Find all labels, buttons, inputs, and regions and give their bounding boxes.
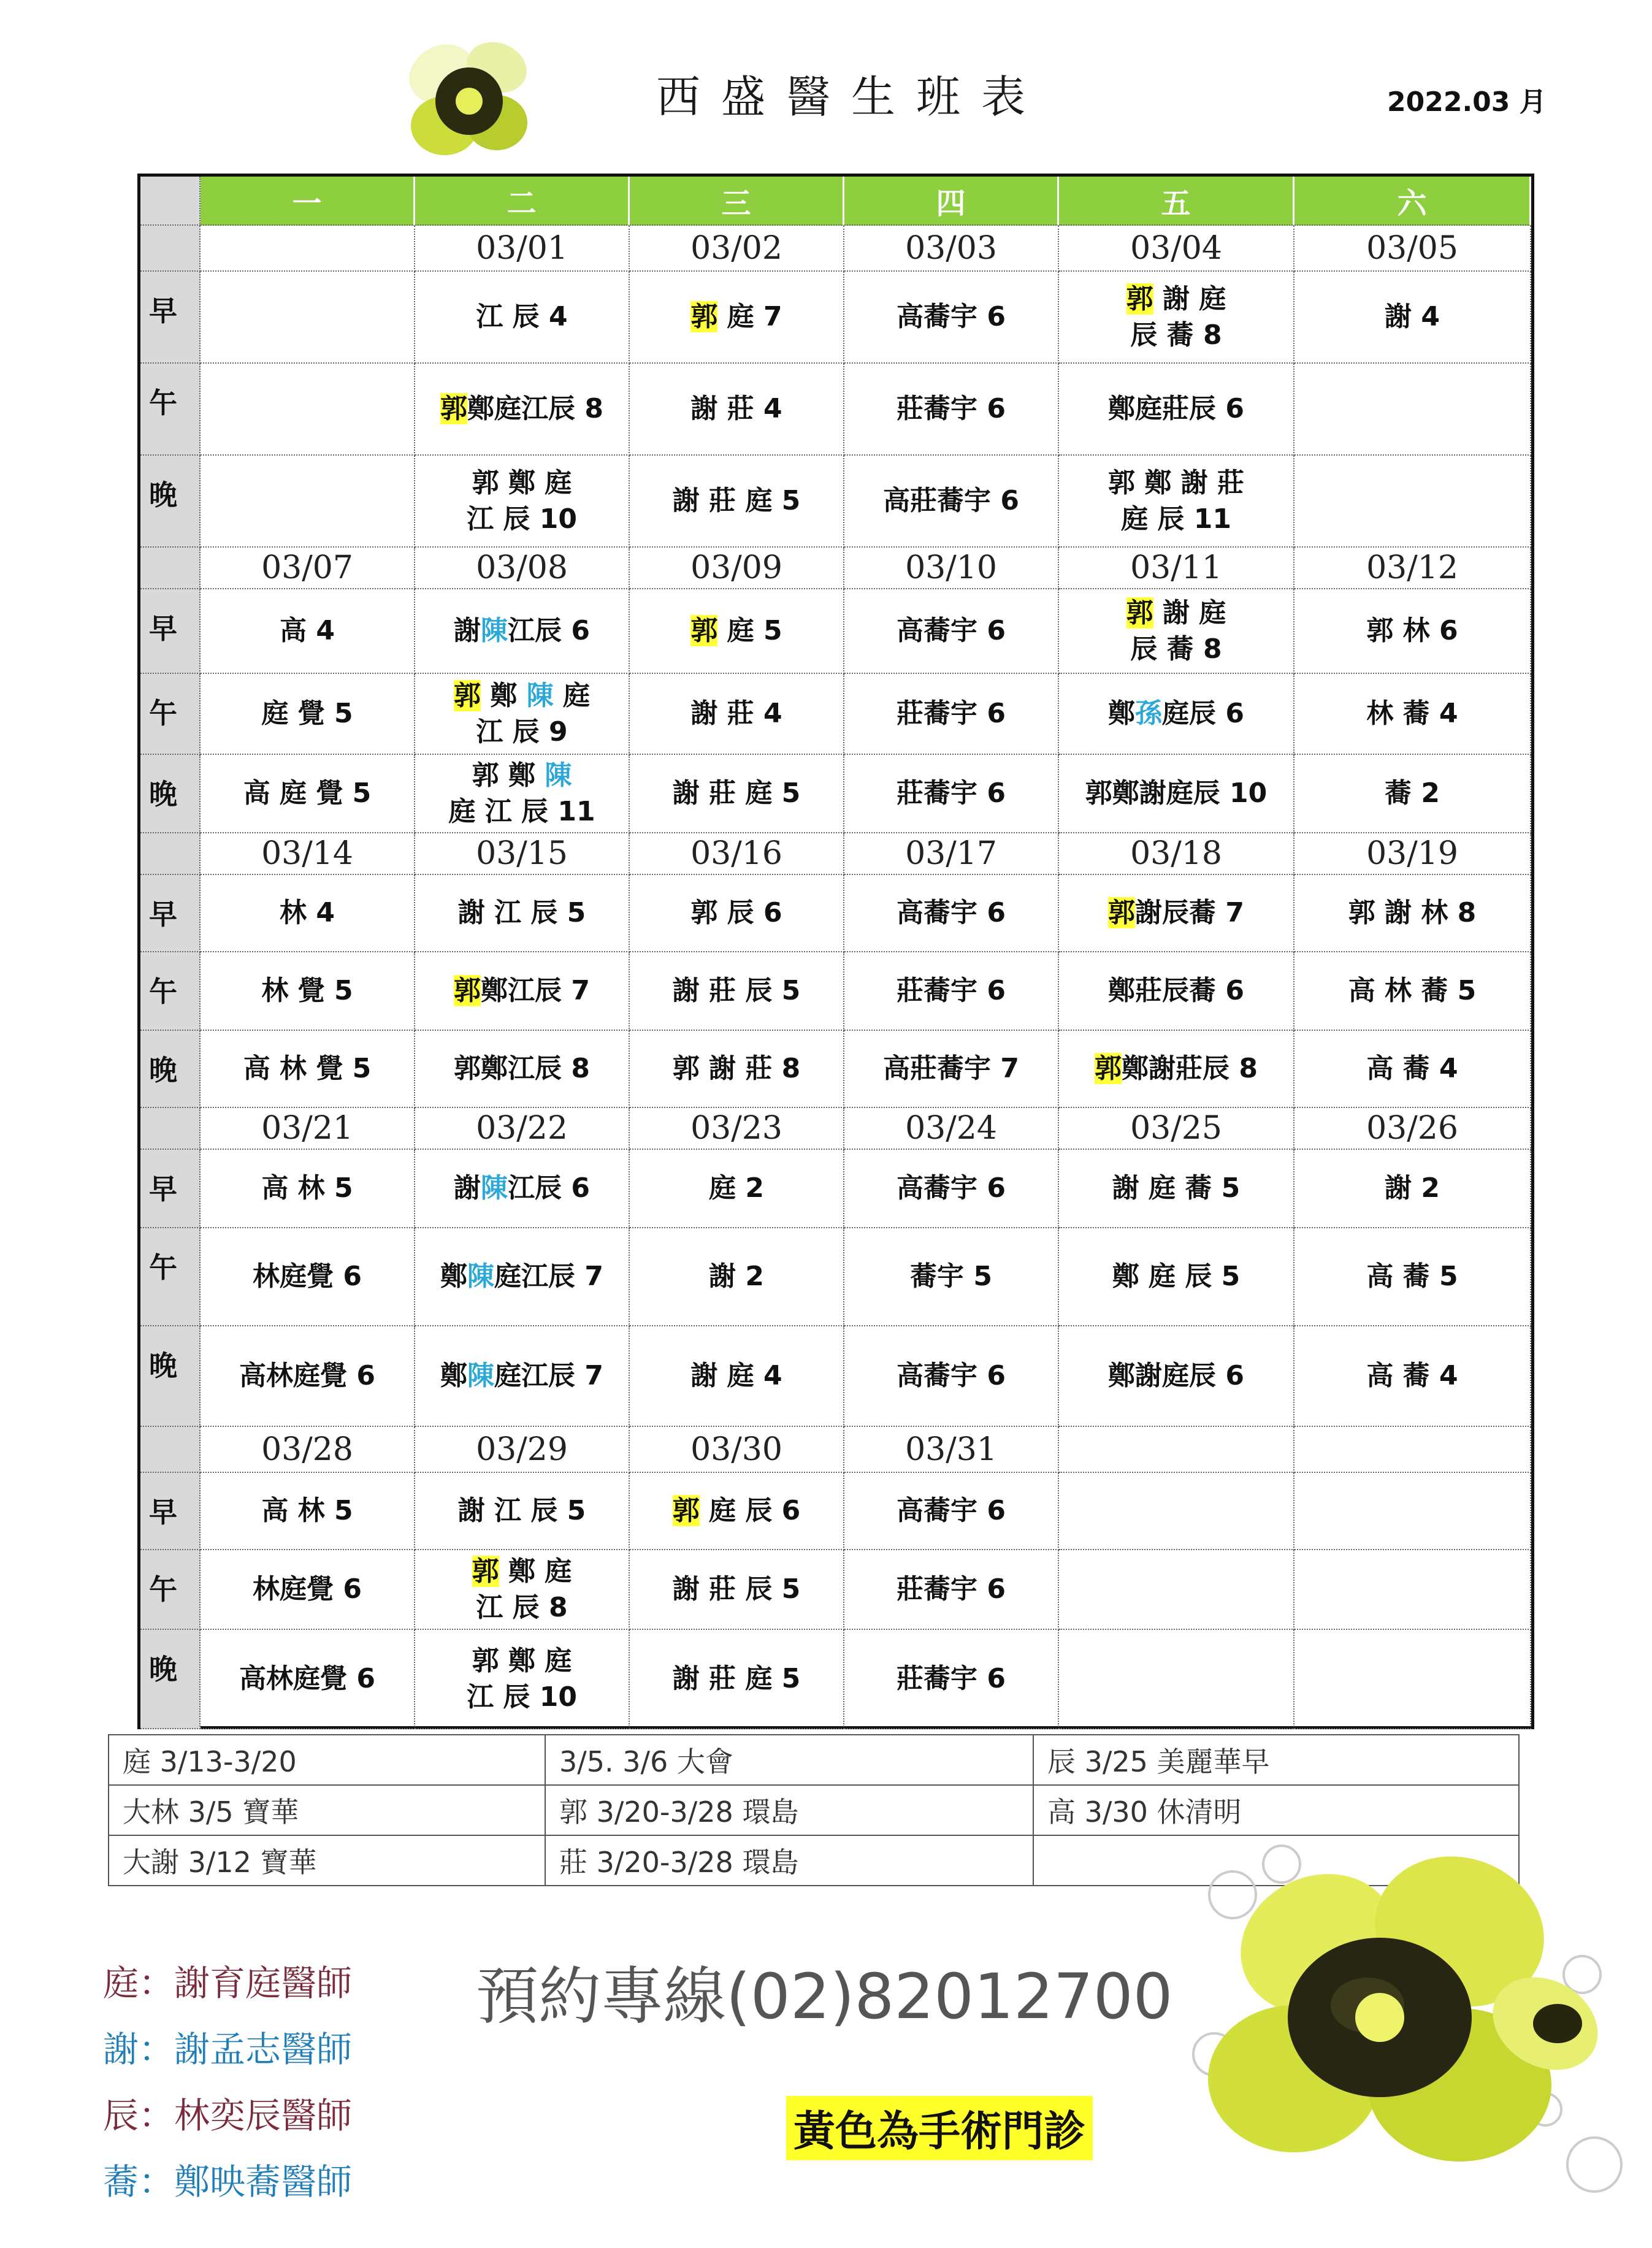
shift-label: 午 [140, 674, 201, 755]
shift-cell [844, 1473, 1059, 1550]
shift-cell [1294, 589, 1531, 674]
shift-label: 早 [140, 272, 201, 364]
shift-doctors: 鄭謝庭辰 6 [1108, 1360, 1244, 1392]
date-cell: 03/12 [1294, 548, 1531, 589]
shift-doctors: 高蕎宇 6 [897, 1360, 1006, 1392]
date-cell: 03/29 [415, 1427, 630, 1473]
shift-doctors: 林 4 [280, 897, 335, 929]
appointment-hotline: 預約專線(02)82012700 [476, 1960, 1173, 2033]
note-cell: 莊 3/20-3/28 環島 [545, 1835, 1033, 1886]
shift-cell [630, 1228, 844, 1326]
weekday-header: 三 [630, 177, 844, 226]
weekday-header: 二 [415, 177, 630, 226]
shift-doctors: 江 辰 4 [476, 301, 568, 333]
shift-label: 晚 [140, 1326, 201, 1427]
shift-cell [1059, 1550, 1294, 1630]
shift-cell [630, 1550, 844, 1630]
header-corner [140, 177, 201, 226]
date-cell: 03/17 [844, 833, 1059, 875]
shift-label: 早 [140, 875, 201, 952]
shift-cell [1294, 1228, 1531, 1326]
date-row-label [140, 548, 201, 589]
shift-cell [1059, 1630, 1294, 1729]
shift-doctors: 郭 林 6 [1366, 615, 1458, 647]
shift-doctors: 高蕎宇 6 [897, 301, 1006, 333]
date-row-label [140, 226, 201, 272]
shift-cell [1294, 674, 1531, 755]
shift-doctors: 郭 鄭 庭 江 辰 8 [472, 1555, 572, 1623]
shift-doctors: 謝 庭 蕎 5 [1112, 1172, 1241, 1204]
shift-doctors: 莊蕎宇 6 [897, 393, 1006, 425]
date-cell: 03/02 [630, 226, 844, 272]
doctor-entry: 辰：林奕辰醫師 [103, 2095, 353, 2136]
shift-cell [1059, 875, 1294, 952]
surgery-highlight: 郭 [690, 301, 718, 333]
surgery-legend: 黃色為手術門診 [786, 2096, 1093, 2160]
date-cell: 03/11 [1059, 548, 1294, 589]
date-cell: 03/08 [415, 548, 630, 589]
note-cell: 大林 3/5 寶華 [109, 1785, 545, 1835]
shift-cell [1059, 1031, 1294, 1108]
shift-doctors: 謝 庭 4 [690, 1360, 782, 1392]
shift-doctors: 郭 鄭 庭 江 辰 10 [467, 467, 577, 535]
shift-cell [844, 364, 1059, 456]
shift-doctors: 謝 莊 4 [690, 393, 782, 425]
date-cell: 03/14 [201, 833, 415, 875]
note-cell: 大謝 3/12 寶華 [109, 1835, 545, 1886]
shift-doctors: 莊蕎宇 6 [897, 1573, 1006, 1605]
shift-cell [844, 272, 1059, 364]
shift-cell [844, 456, 1059, 548]
new-doctor-mark: 陳 [545, 759, 572, 791]
shift-doctors: 高 蕎 4 [1366, 1360, 1458, 1392]
shift-cell [201, 272, 415, 364]
shift-cell [1294, 875, 1531, 952]
shift-doctors: 高蕎宇 6 [897, 615, 1006, 647]
shift-doctors: 高 林 蕎 5 [1348, 975, 1477, 1007]
shift-cell [201, 875, 415, 952]
shift-cell [844, 875, 1059, 952]
shift-doctors: 高莊蕎宇 7 [883, 1053, 1019, 1085]
shift-label: 早 [140, 1150, 201, 1228]
date-cell: 03/03 [844, 226, 1059, 272]
shift-cell [844, 755, 1059, 833]
shift-doctors: 林庭覺 6 [253, 1261, 362, 1293]
shift-doctors: 郭 鄭 庭 江 辰 10 [467, 1645, 577, 1713]
date-cell: 03/19 [1294, 833, 1531, 875]
shift-doctors: 高 林 5 [261, 1172, 353, 1204]
shift-doctors: 高 蕎 5 [1366, 1261, 1458, 1293]
shift-cell [1059, 674, 1294, 755]
shift-doctors: 郭鄭江辰 7 [454, 975, 590, 1007]
month-label: 2022.03 月 [1387, 86, 1547, 118]
shift-label: 晚 [140, 456, 201, 548]
shift-doctors: 庭 覺 5 [261, 698, 353, 730]
doctor-entry: 蕎：鄭映蕎醫師 [103, 2161, 353, 2203]
shift-cell [201, 952, 415, 1031]
shift-doctors: 莊蕎宇 6 [897, 778, 1006, 809]
shift-label: 晚 [140, 1031, 201, 1108]
shift-doctors: 謝 4 [1385, 301, 1440, 333]
shift-label: 晚 [140, 1630, 201, 1729]
shift-doctors: 鄭孫庭辰 6 [1108, 698, 1244, 730]
new-doctor-mark: 陳 [481, 615, 508, 647]
shift-cell [630, 364, 844, 456]
shift-doctors: 謝 莊 庭 5 [672, 485, 801, 517]
shift-cell [630, 952, 844, 1031]
shift-doctors: 郭 鄭 謝 莊 庭 辰 11 [1108, 467, 1244, 535]
shift-cell [1294, 1326, 1531, 1427]
shift-doctors: 謝 莊 辰 5 [672, 975, 801, 1007]
shift-doctors: 謝 莊 庭 5 [672, 1663, 801, 1695]
surgery-highlight: 郭 [440, 393, 468, 425]
shift-doctors: 謝 江 辰 5 [457, 897, 586, 929]
shift-cell [1294, 952, 1531, 1031]
shift-cell [415, 456, 630, 548]
shift-doctors: 郭鄭謝莊辰 8 [1095, 1053, 1258, 1085]
date-cell: 03/31 [844, 1427, 1059, 1473]
shift-cell [201, 364, 415, 456]
shift-cell [844, 674, 1059, 755]
surgery-highlight: 郭 [454, 679, 481, 711]
shift-cell [415, 755, 630, 833]
shift-cell [630, 1326, 844, 1427]
shift-cell [415, 1326, 630, 1427]
shift-cell [1294, 456, 1531, 548]
flower-decoration-icon [1165, 1821, 1643, 2244]
shift-doctors: 郭 辰 6 [690, 897, 782, 929]
shift-cell [1059, 1326, 1294, 1427]
shift-label: 午 [140, 952, 201, 1031]
date-cell: 03/09 [630, 548, 844, 589]
shift-doctors: 高 蕎 4 [1366, 1053, 1458, 1085]
shift-doctors: 郭鄭庭江辰 8 [440, 393, 603, 425]
date-cell: 03/21 [201, 1108, 415, 1150]
shift-cell [1294, 272, 1531, 364]
shift-cell [415, 272, 630, 364]
shift-doctors: 郭 庭 5 [690, 615, 782, 647]
surgery-highlight: 郭 [472, 1555, 499, 1587]
shift-doctors: 莊蕎宇 6 [897, 1663, 1006, 1695]
shift-cell [201, 755, 415, 833]
shift-cell [415, 1630, 630, 1729]
shift-cell [201, 1326, 415, 1427]
shift-label: 午 [140, 1228, 201, 1326]
shift-doctors: 高林庭覺 6 [239, 1360, 375, 1392]
shift-cell [415, 364, 630, 456]
shift-cell [844, 1550, 1059, 1630]
shift-cell [201, 456, 415, 548]
shift-cell [844, 589, 1059, 674]
shift-doctors: 謝 江 辰 5 [457, 1495, 586, 1527]
note-cell: 3/5. 3/6 大會 [545, 1735, 1033, 1785]
weekday-header: 四 [844, 177, 1059, 226]
shift-cell [630, 755, 844, 833]
shift-cell [844, 1031, 1059, 1108]
shift-doctors: 高莊蕎宇 6 [883, 485, 1019, 517]
shift-doctors: 謝陳江辰 6 [454, 615, 590, 647]
shift-cell [630, 589, 844, 674]
new-doctor-mark: 陳 [481, 1172, 508, 1204]
shift-cell [630, 875, 844, 952]
shift-doctors: 謝 莊 4 [690, 698, 782, 730]
date-row-label [140, 1427, 201, 1473]
date-cell: 03/30 [630, 1427, 844, 1473]
shift-cell [630, 272, 844, 364]
shift-cell [201, 1228, 415, 1326]
shift-cell [1059, 364, 1294, 456]
shift-doctors: 郭 庭 7 [690, 301, 782, 333]
shift-cell [1059, 589, 1294, 674]
surgery-highlight: 郭 [1095, 1053, 1122, 1085]
doctor-legend [103, 1950, 352, 2215]
shift-doctors: 高蕎宇 6 [897, 1495, 1006, 1527]
shift-doctors: 高 林 5 [261, 1495, 353, 1527]
date-cell: 03/18 [1059, 833, 1294, 875]
shift-doctors: 郭鄭謝庭辰 10 [1085, 778, 1268, 809]
shift-cell [630, 1630, 844, 1729]
date-row-label [140, 833, 201, 875]
shift-label: 午 [140, 364, 201, 456]
doctor-entry: 庭：謝育庭醫師 [103, 1962, 353, 2004]
shift-doctors: 郭 謝 庭 辰 蕎 8 [1126, 283, 1226, 351]
shift-cell [1059, 1473, 1294, 1550]
shift-doctors: 庭 2 [709, 1172, 764, 1204]
shift-label: 早 [140, 1473, 201, 1550]
shift-doctors: 林 覺 5 [261, 975, 353, 1007]
shift-cell [1059, 1150, 1294, 1228]
shift-doctors: 高 林 覺 5 [243, 1053, 372, 1085]
page-title: 西盛醫生班表 [656, 71, 1047, 123]
shift-doctors: 郭 謝 林 8 [1348, 897, 1477, 929]
surgery-highlight: 郭 [1126, 597, 1153, 629]
surgery-highlight: 郭 [1126, 283, 1153, 315]
shift-cell [415, 1150, 630, 1228]
surgery-highlight: 郭 [454, 975, 481, 1007]
shift-cell [1059, 755, 1294, 833]
shift-cell [1059, 456, 1294, 548]
date-cell [1059, 1427, 1294, 1473]
shift-doctors: 謝 2 [1385, 1172, 1440, 1204]
shift-doctors: 莊蕎宇 6 [897, 698, 1006, 730]
shift-cell [844, 952, 1059, 1031]
shift-doctors: 謝 2 [709, 1261, 764, 1293]
date-cell: 03/22 [415, 1108, 630, 1150]
date-cell: 03/01 [415, 226, 630, 272]
shift-doctors: 蕎宇 5 [910, 1261, 992, 1293]
shift-cell [201, 1550, 415, 1630]
shift-cell [844, 1326, 1059, 1427]
date-cell: 03/26 [1294, 1108, 1531, 1150]
shift-doctors: 郭 謝 莊 8 [672, 1053, 801, 1085]
schedule-table [137, 174, 1534, 1729]
shift-cell [415, 875, 630, 952]
date-cell: 03/25 [1059, 1108, 1294, 1150]
doctor-entry: 謝：謝孟志醫師 [103, 2028, 353, 2070]
weekday-header: 一 [201, 177, 415, 226]
shift-cell [1294, 1550, 1531, 1630]
shift-doctors: 林庭覺 6 [253, 1573, 362, 1605]
shift-cell [630, 1031, 844, 1108]
shift-doctors: 高蕎宇 6 [897, 897, 1006, 929]
new-doctor-mark: 孫 [1135, 698, 1163, 730]
shift-cell [415, 1228, 630, 1326]
shift-doctors: 高林庭覺 6 [239, 1663, 375, 1695]
date-cell: 03/23 [630, 1108, 844, 1150]
date-cell: 03/15 [415, 833, 630, 875]
shift-cell [630, 674, 844, 755]
shift-cell [1294, 1031, 1531, 1108]
shift-doctors: 鄭庭莊辰 6 [1108, 393, 1244, 425]
note-cell: 辰 3/25 美麗華早 [1033, 1735, 1519, 1785]
shift-doctors: 郭 謝 庭 辰 蕎 8 [1126, 597, 1226, 665]
shift-cell [1294, 755, 1531, 833]
shift-cell [415, 952, 630, 1031]
date-cell [201, 226, 415, 272]
shift-doctors: 鄭陳庭江辰 7 [440, 1261, 603, 1293]
shift-doctors: 謝 莊 辰 5 [672, 1573, 801, 1605]
shift-cell [201, 1630, 415, 1729]
shift-doctors: 鄭莊辰蕎 6 [1108, 975, 1244, 1007]
surgery-highlight: 郭 [1108, 897, 1136, 929]
shift-doctors: 謝陳江辰 6 [454, 1172, 590, 1204]
shift-doctors: 郭 鄭 陳 庭 江 辰 9 [454, 679, 590, 747]
shift-label: 晚 [140, 755, 201, 833]
shift-cell [844, 1150, 1059, 1228]
shift-label: 午 [140, 1550, 201, 1630]
date-cell: 03/04 [1059, 226, 1294, 272]
shift-cell [630, 1473, 844, 1550]
note-cell: 高 3/30 休清明 [1033, 1785, 1519, 1835]
shift-doctors: 高 庭 覺 5 [243, 778, 372, 809]
shift-cell [630, 456, 844, 548]
shift-cell [415, 589, 630, 674]
surgery-highlight: 郭 [690, 615, 718, 647]
shift-cell [201, 589, 415, 674]
shift-cell [1294, 1630, 1531, 1729]
new-doctor-mark: 陳 [467, 1261, 495, 1293]
shift-cell [201, 1150, 415, 1228]
date-cell: 03/28 [201, 1427, 415, 1473]
shift-doctors: 蕎 2 [1385, 778, 1440, 809]
surgery-highlight: 郭 [672, 1495, 700, 1527]
shift-cell [1059, 1228, 1294, 1326]
new-doctor-mark: 陳 [526, 679, 554, 711]
new-doctor-mark: 陳 [467, 1360, 495, 1392]
shift-doctors: 鄭陳庭江辰 7 [440, 1360, 603, 1392]
shift-cell [1059, 272, 1294, 364]
shift-cell [1294, 364, 1531, 456]
weekday-header: 五 [1059, 177, 1294, 226]
date-cell [1294, 1427, 1531, 1473]
shift-doctors: 林 蕎 4 [1366, 698, 1458, 730]
shift-doctors: 莊蕎宇 6 [897, 975, 1006, 1007]
shift-cell [201, 674, 415, 755]
shift-doctors: 郭 庭 辰 6 [672, 1495, 801, 1527]
shift-doctors: 謝 莊 庭 5 [672, 778, 801, 809]
shift-cell [415, 1031, 630, 1108]
shift-cell [415, 674, 630, 755]
shift-doctors: 高 4 [280, 615, 335, 647]
shift-doctors: 郭 鄭 陳 庭 江 辰 11 [448, 759, 595, 827]
shift-cell [630, 1150, 844, 1228]
shift-cell [201, 1473, 415, 1550]
date-cell: 03/10 [844, 548, 1059, 589]
shift-cell [415, 1550, 630, 1630]
shift-doctors: 郭謝辰蕎 7 [1108, 897, 1244, 929]
date-cell: 03/24 [844, 1108, 1059, 1150]
shift-doctors: 鄭 庭 辰 5 [1112, 1261, 1241, 1293]
date-row-label [140, 1108, 201, 1150]
shift-cell [415, 1473, 630, 1550]
note-cell: 庭 3/13-3/20 [109, 1735, 545, 1785]
shift-doctors: 高蕎宇 6 [897, 1172, 1006, 1204]
shift-cell [844, 1630, 1059, 1729]
weekday-header: 六 [1294, 177, 1531, 226]
date-cell: 03/05 [1294, 226, 1531, 272]
shift-cell [844, 1228, 1059, 1326]
shift-doctors: 郭鄭江辰 8 [454, 1053, 590, 1085]
shift-cell [1294, 1150, 1531, 1228]
note-cell: 郭 3/20-3/28 環島 [545, 1785, 1033, 1835]
shift-cell [201, 1031, 415, 1108]
shift-cell [1294, 1473, 1531, 1550]
shift-label: 早 [140, 589, 201, 674]
flower-decoration-icon [392, 25, 546, 172]
shift-cell [1059, 952, 1294, 1031]
date-cell: 03/07 [201, 548, 415, 589]
notes-row [109, 1735, 1519, 1785]
date-cell: 03/16 [630, 833, 844, 875]
